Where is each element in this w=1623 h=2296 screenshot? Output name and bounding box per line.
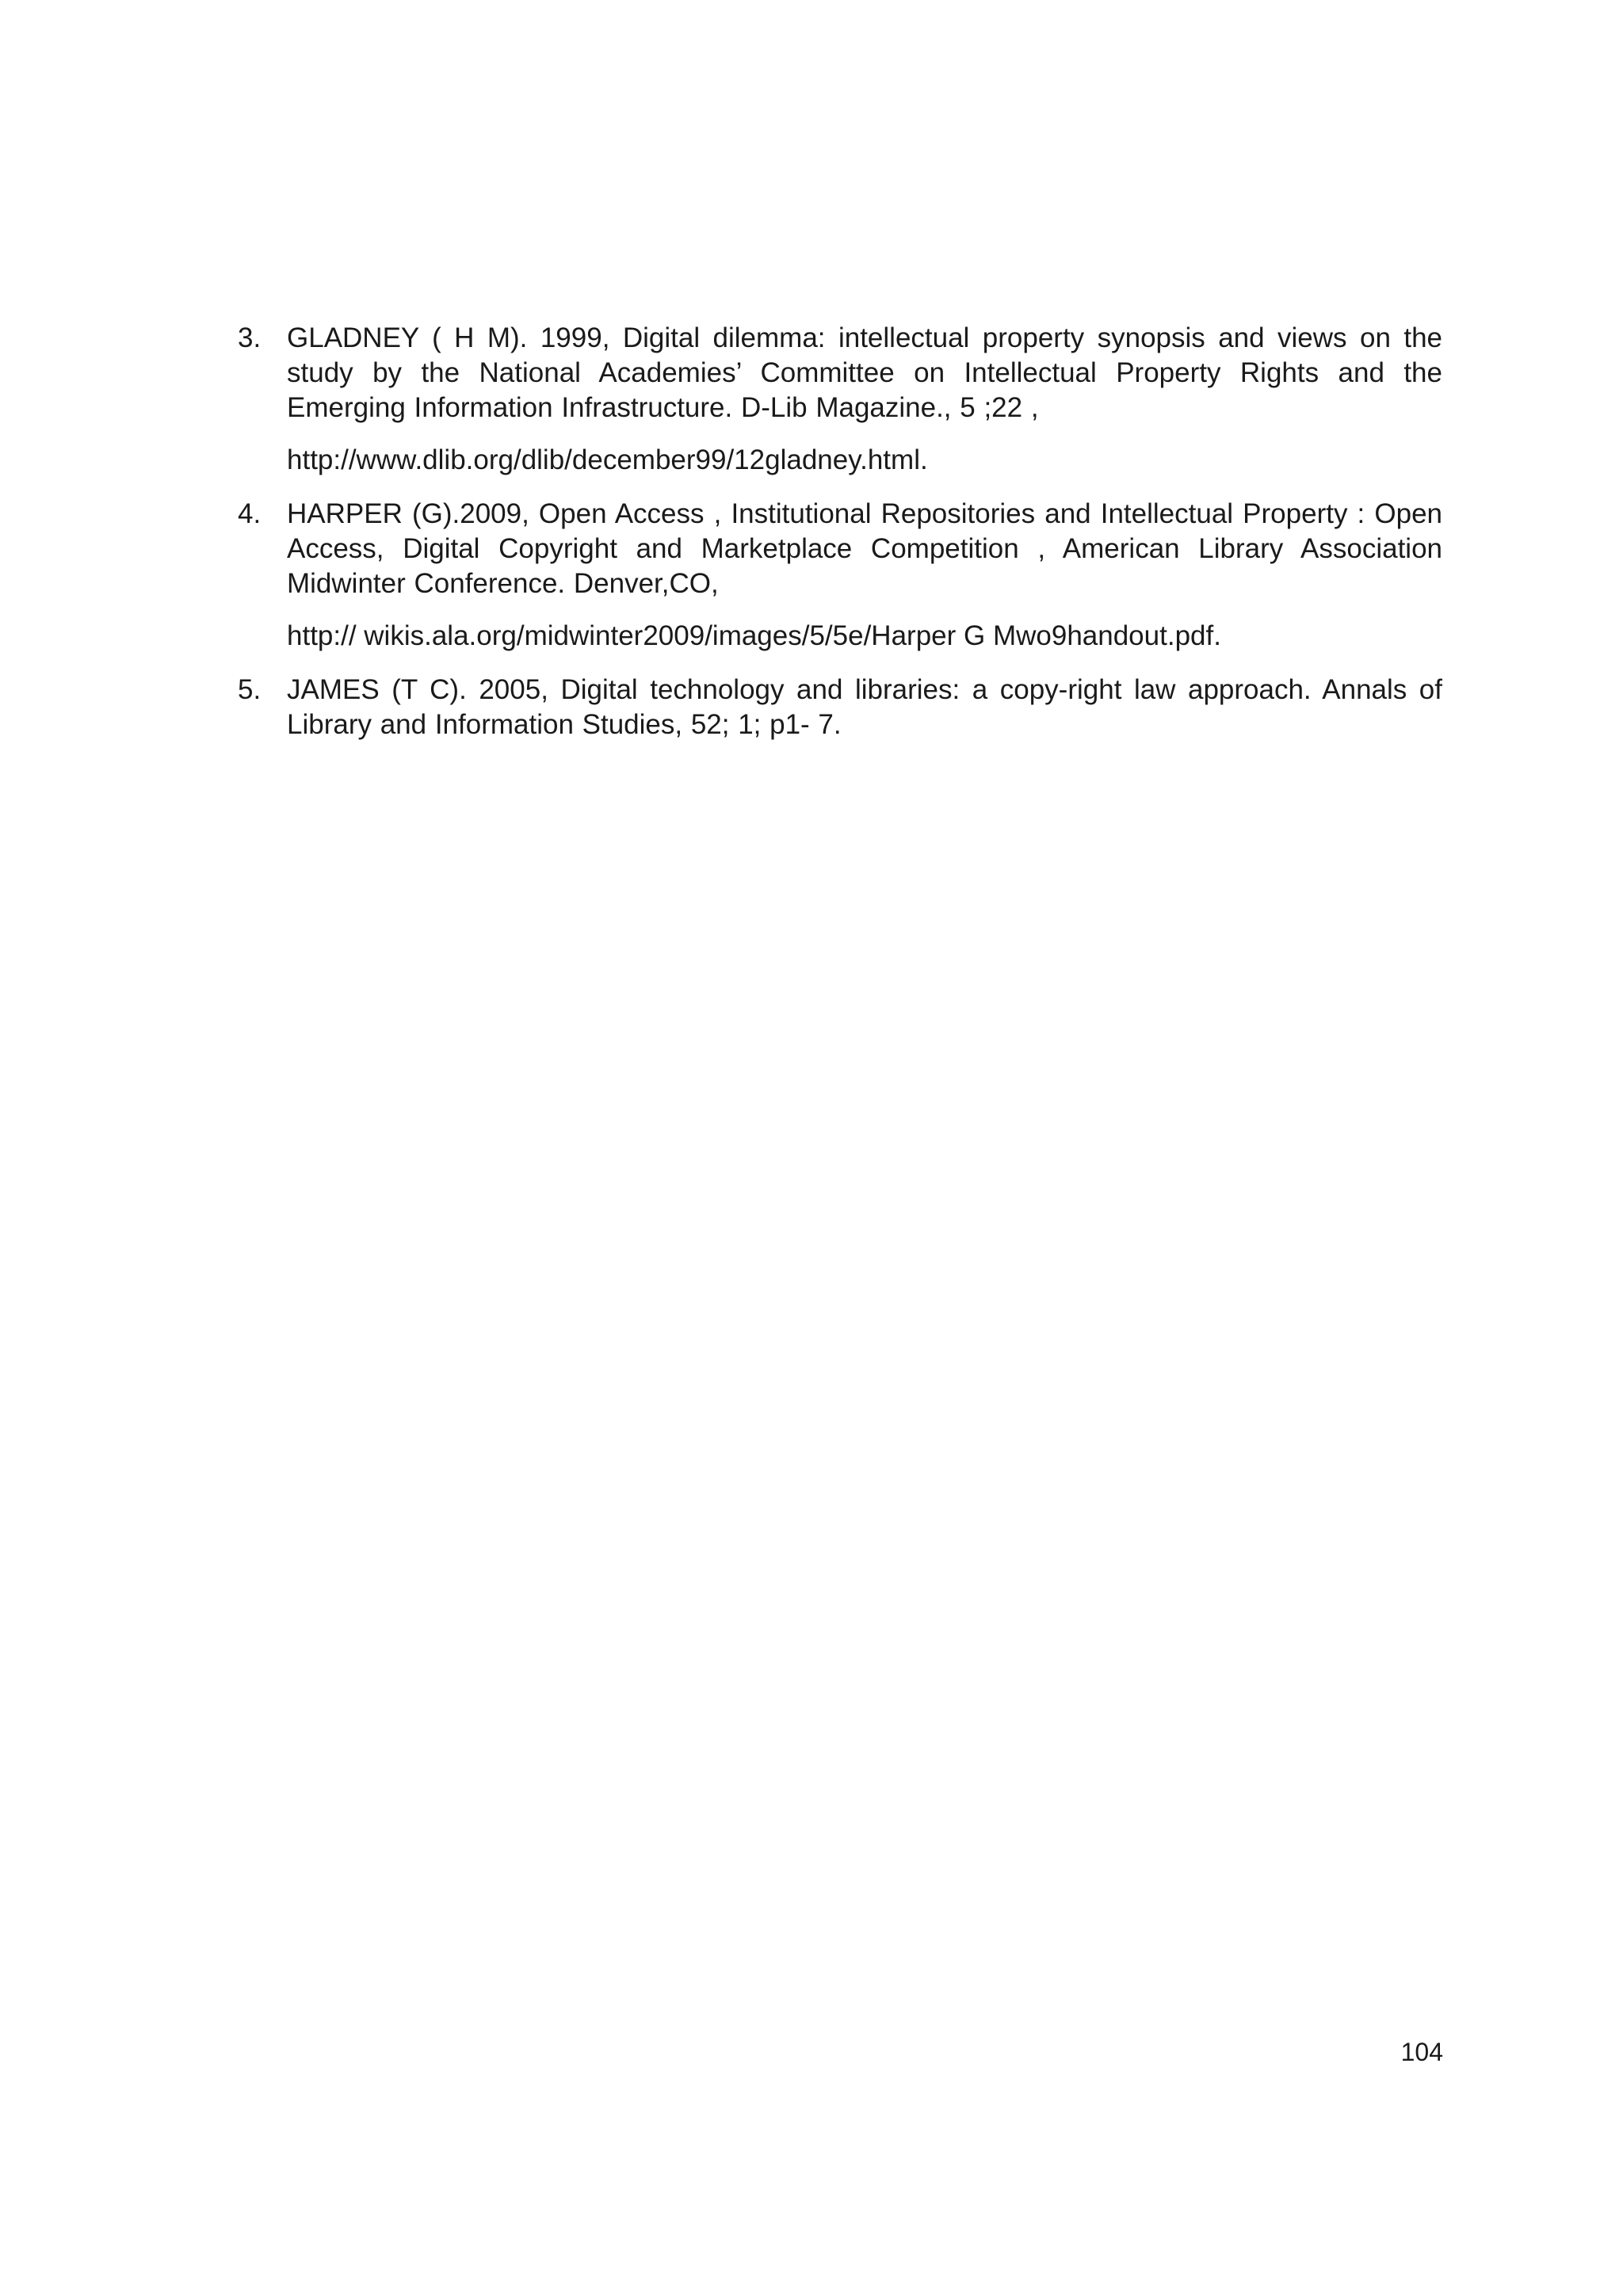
reference-list [238, 321, 1442, 761]
reference-number: 4. [238, 498, 262, 529]
reference-item-4 [238, 497, 1442, 654]
page-number: 104 [1400, 2038, 1443, 2066]
reference-item-3 [238, 321, 1442, 478]
reference-number: 3. [238, 322, 262, 353]
reference-citation: HARPER (G).2009, Open Access , Institutional Repositories and Intellectual Property : Open Access, Digital Copyright and Marketplace Competition , American Library Association Midwinter Conference. Denver,CO, [287, 498, 1442, 599]
reference-url: http://www.dlib.org/dlib/december99/12gladney.html. [287, 444, 928, 475]
reference-citation: JAMES (T C). 2005, Digital technology and libraries: a copy-right law approach. Annals of Library and Information Studies, 52; 1; p1- 7. [287, 674, 1442, 740]
reference-item-5 [238, 673, 1442, 742]
reference-url: http:// wikis.ala.org/midwinter2009/images/5/5e/Harper G Mwo9handout.pdf. [287, 620, 1221, 651]
reference-citation: GLADNEY ( H M). 1999, Digital dilemma: intellectual property synopsis and views on the study by the National Academies’ Committee on Intellectual Property Rights and the Emerging Information Infrastructure. D-Lib Magazine., 5 ;22 , [287, 322, 1442, 423]
reference-number: 5. [238, 674, 262, 705]
